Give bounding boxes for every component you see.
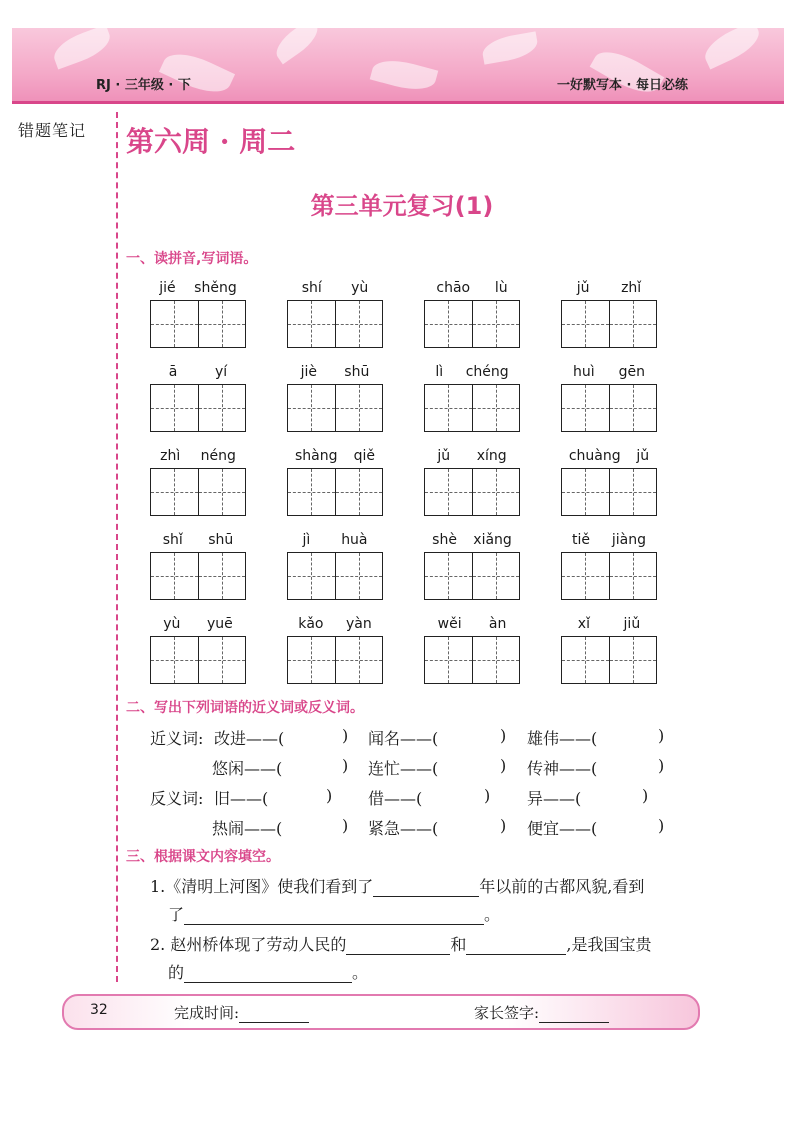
writing-box[interactable] xyxy=(425,637,473,683)
writing-boxes xyxy=(150,636,246,684)
sign-blank[interactable] xyxy=(539,1007,609,1023)
question-2-line1 xyxy=(150,932,651,955)
page-number: 32 xyxy=(90,1002,108,1018)
pinyin-syllable: chéng xyxy=(465,364,509,380)
writing-box[interactable] xyxy=(473,553,520,599)
writing-box[interactable] xyxy=(425,553,473,599)
pinyin-cell xyxy=(424,614,520,684)
writing-box[interactable] xyxy=(610,469,657,515)
close-paren: ) xyxy=(500,726,507,745)
writing-box[interactable] xyxy=(562,469,610,515)
ant-item: 热闹——( xyxy=(212,819,283,838)
writing-boxes xyxy=(561,552,657,600)
pinyin-cell xyxy=(150,278,246,348)
writing-box[interactable] xyxy=(151,637,199,683)
question-2-line2 xyxy=(168,960,368,983)
margin-divider xyxy=(116,112,118,982)
pinyin-cell xyxy=(150,614,246,684)
pinyin-syllable: jǔ xyxy=(576,280,590,296)
close-paren: ) xyxy=(484,786,491,805)
pinyin-label xyxy=(287,362,383,382)
pinyin-cell xyxy=(150,530,246,600)
pinyin-syllable: yuē xyxy=(206,616,233,632)
writing-box[interactable] xyxy=(610,301,657,347)
writing-boxes xyxy=(424,468,520,516)
writing-box[interactable] xyxy=(288,637,336,683)
writing-boxes xyxy=(561,636,657,684)
pinyin-syllable: xíng xyxy=(476,448,507,464)
writing-boxes xyxy=(287,468,383,516)
ant-item: 旧——( xyxy=(214,789,269,808)
pinyin-cell xyxy=(561,362,657,432)
pinyin-syllable: xǐ xyxy=(577,616,590,632)
writing-box[interactable] xyxy=(610,385,657,431)
writing-box[interactable] xyxy=(336,637,383,683)
pinyin-label xyxy=(150,530,246,550)
parent-signature xyxy=(474,1002,609,1023)
section1-title: 一、读拼音,写词语。 xyxy=(126,251,258,267)
pinyin-cell xyxy=(424,278,520,348)
writing-boxes xyxy=(424,636,520,684)
week-title: 第六周 · 周二 xyxy=(126,125,296,158)
close-paren: ) xyxy=(658,756,665,775)
time-blank[interactable] xyxy=(239,1007,309,1023)
writing-boxes xyxy=(287,552,383,600)
completion-time xyxy=(174,1002,309,1023)
pinyin-label xyxy=(287,278,383,298)
pinyin-syllable: huì xyxy=(572,364,595,380)
pinyin-syllable: àn xyxy=(488,616,507,632)
time-label: 完成时间: xyxy=(174,1004,240,1022)
close-paren: ) xyxy=(500,816,507,835)
pinyin-cell xyxy=(561,278,657,348)
pinyin-label xyxy=(561,278,657,298)
pinyin-syllable: jiǔ xyxy=(623,616,641,632)
synonym-label: 近义词: xyxy=(150,729,204,748)
close-paren: ) xyxy=(326,786,333,805)
antonym-label: 反义词: xyxy=(150,789,204,808)
pinyin-syllable: lù xyxy=(494,280,508,296)
writing-box[interactable] xyxy=(151,553,199,599)
syn-item: 传神——( xyxy=(527,759,598,778)
q1-text-c: 了 xyxy=(168,905,185,924)
writing-boxes xyxy=(150,552,246,600)
writing-box[interactable] xyxy=(562,385,610,431)
pinyin-label xyxy=(424,446,520,466)
pinyin-cell xyxy=(287,446,383,516)
q1-end: 。 xyxy=(484,905,501,924)
writing-box[interactable] xyxy=(336,385,383,431)
q2-end: 。 xyxy=(352,963,369,982)
syn-item: 悠闲——( xyxy=(212,759,283,778)
writing-box[interactable] xyxy=(562,637,610,683)
writing-boxes xyxy=(150,468,246,516)
pinyin-cell xyxy=(424,446,520,516)
writing-boxes xyxy=(287,300,383,348)
close-paren: ) xyxy=(342,726,349,745)
q2-text-d: 的 xyxy=(168,963,185,982)
writing-boxes xyxy=(150,384,246,432)
pinyin-syllable: shǐ xyxy=(162,532,183,548)
close-paren: ) xyxy=(642,786,649,805)
grade-label: RJ · 三年级 · 下 xyxy=(96,78,191,93)
pinyin-syllable: zhì xyxy=(160,448,181,464)
writing-box[interactable] xyxy=(473,469,520,515)
writing-boxes xyxy=(561,468,657,516)
pinyin-label xyxy=(150,446,246,466)
pinyin-syllable: yàn xyxy=(345,616,372,632)
pinyin-label xyxy=(424,278,520,298)
pinyin-label xyxy=(287,446,383,466)
close-paren: ) xyxy=(500,756,507,775)
pinyin-label xyxy=(150,362,246,382)
writing-box[interactable] xyxy=(288,385,336,431)
writing-box[interactable] xyxy=(562,301,610,347)
pinyin-syllable: yù xyxy=(163,616,181,632)
writing-box[interactable] xyxy=(473,301,520,347)
pinyin-label xyxy=(561,446,657,466)
writing-box[interactable] xyxy=(151,469,199,515)
writing-boxes xyxy=(287,384,383,432)
writing-box[interactable] xyxy=(425,385,473,431)
writing-box[interactable] xyxy=(151,301,199,347)
close-paren: ) xyxy=(658,816,665,835)
unit-title: 第三单元复习(1) xyxy=(310,192,494,220)
ant-item: 便宜——( xyxy=(527,819,598,838)
pinyin-syllable: zhǐ xyxy=(621,280,642,296)
pinyin-label xyxy=(287,614,383,634)
pinyin-syllable: qiě xyxy=(353,448,375,464)
pinyin-cell xyxy=(561,614,657,684)
pinyin-cell xyxy=(150,446,246,516)
writing-box[interactable] xyxy=(199,385,246,431)
q1-blank-1[interactable] xyxy=(373,880,479,897)
q2-blank-1[interactable] xyxy=(346,938,450,955)
writing-box[interactable] xyxy=(562,553,610,599)
syn-item: 连忙——( xyxy=(368,759,439,778)
q2-text-b: 和 xyxy=(450,935,467,954)
pinyin-cell xyxy=(150,362,246,432)
pinyin-syllable: gēn xyxy=(618,364,645,380)
pinyin-cell xyxy=(287,362,383,432)
writing-box[interactable] xyxy=(473,637,520,683)
pinyin-syllable: ā xyxy=(168,364,178,380)
pinyin-syllable: shí xyxy=(301,280,322,296)
writing-boxes xyxy=(561,300,657,348)
pinyin-syllable: kǎo xyxy=(298,616,324,632)
pinyin-cell xyxy=(424,362,520,432)
question-1-line1 xyxy=(150,874,644,897)
writing-boxes xyxy=(287,636,383,684)
syn-item: 雄伟——( xyxy=(527,729,598,748)
pinyin-cell xyxy=(287,278,383,348)
q2-blank-3[interactable] xyxy=(184,966,352,983)
close-paren: ) xyxy=(658,726,665,745)
pinyin-label xyxy=(561,530,657,550)
writing-box[interactable] xyxy=(425,301,473,347)
q1-text-a: 1.《清明上河图》使我们看到了 xyxy=(150,877,374,896)
close-paren: ) xyxy=(342,756,349,775)
q2-blank-2[interactable] xyxy=(466,938,566,955)
q2-text-c: ,是我国宝贵 xyxy=(566,935,652,954)
pinyin-syllable: jǔ xyxy=(437,448,451,464)
writing-box[interactable] xyxy=(199,469,246,515)
ant-item: 紧急——( xyxy=(368,819,439,838)
pinyin-label xyxy=(424,614,520,634)
writing-box[interactable] xyxy=(610,637,657,683)
pinyin-label xyxy=(424,530,520,550)
pinyin-syllable: wěi xyxy=(437,616,462,632)
writing-box[interactable] xyxy=(288,553,336,599)
sign-label: 家长签字: xyxy=(474,1004,540,1022)
writing-box[interactable] xyxy=(199,637,246,683)
ant-item: 借——( xyxy=(368,789,423,808)
pinyin-syllable: yù xyxy=(351,280,369,296)
pinyin-label xyxy=(561,362,657,382)
writing-box[interactable] xyxy=(336,301,383,347)
pinyin-syllable: shàng xyxy=(295,448,338,464)
pinyin-syllable: yí xyxy=(215,364,228,380)
close-paren: ) xyxy=(342,816,349,835)
writing-box[interactable] xyxy=(288,301,336,347)
pinyin-cell xyxy=(561,446,657,516)
series-label: 一好默写本 · 每日必练 xyxy=(557,78,688,93)
writing-boxes xyxy=(150,300,246,348)
pinyin-syllable: jié xyxy=(159,280,176,296)
writing-boxes xyxy=(561,384,657,432)
pinyin-syllable: jiàng xyxy=(611,532,647,548)
writing-boxes xyxy=(424,300,520,348)
pinyin-syllable: shū xyxy=(344,364,370,380)
writing-box[interactable] xyxy=(199,553,246,599)
pinyin-cell xyxy=(287,614,383,684)
pinyin-syllable: jiè xyxy=(300,364,318,380)
pinyin-syllable: chuàng xyxy=(568,448,621,464)
pinyin-syllable: néng xyxy=(200,448,236,464)
pinyin-label xyxy=(150,614,246,634)
writing-box[interactable] xyxy=(336,469,383,515)
pinyin-syllable: shěng xyxy=(194,280,237,296)
pinyin-label xyxy=(150,278,246,298)
writing-box[interactable] xyxy=(473,385,520,431)
writing-box[interactable] xyxy=(336,553,383,599)
writing-box[interactable] xyxy=(610,553,657,599)
pinyin-label xyxy=(424,362,520,382)
pinyin-syllable: jǔ xyxy=(636,448,650,464)
footer-bar xyxy=(62,994,700,1030)
writing-boxes xyxy=(424,384,520,432)
pinyin-cell xyxy=(287,530,383,600)
pinyin-syllable: jì xyxy=(302,532,311,548)
writing-box[interactable] xyxy=(199,301,246,347)
side-label: 错题笔记 xyxy=(18,121,87,140)
writing-box[interactable] xyxy=(288,469,336,515)
pinyin-syllable: lì xyxy=(435,364,444,380)
pinyin-syllable: shū xyxy=(208,532,234,548)
pinyin-syllable: tiě xyxy=(571,532,590,548)
writing-box[interactable] xyxy=(425,469,473,515)
section2-title: 二、写出下列词语的近义词或反义词。 xyxy=(126,700,364,716)
q1-text-b: 年以前的古都风貌,看到 xyxy=(479,877,645,896)
pinyin-cell xyxy=(424,530,520,600)
pinyin-syllable: shè xyxy=(432,532,457,548)
q2-text-a: 2. 赵州桥体现了劳动人民的 xyxy=(150,935,347,954)
section3-title: 三、根据课文内容填空。 xyxy=(126,849,280,865)
question-1-line2 xyxy=(168,902,500,925)
pinyin-label xyxy=(561,614,657,634)
ant-item: 异——( xyxy=(527,789,582,808)
pinyin-cell xyxy=(561,530,657,600)
writing-box[interactable] xyxy=(151,385,199,431)
syn-item: 闻名——( xyxy=(368,729,439,748)
pinyin-syllable: chāo xyxy=(436,280,471,296)
q1-blank-2[interactable] xyxy=(184,908,484,925)
syn-item: 改进——( xyxy=(214,729,285,748)
pinyin-label xyxy=(287,530,383,550)
pinyin-syllable: xiǎng xyxy=(473,532,512,548)
writing-boxes xyxy=(424,552,520,600)
pinyin-syllable: huà xyxy=(341,532,368,548)
